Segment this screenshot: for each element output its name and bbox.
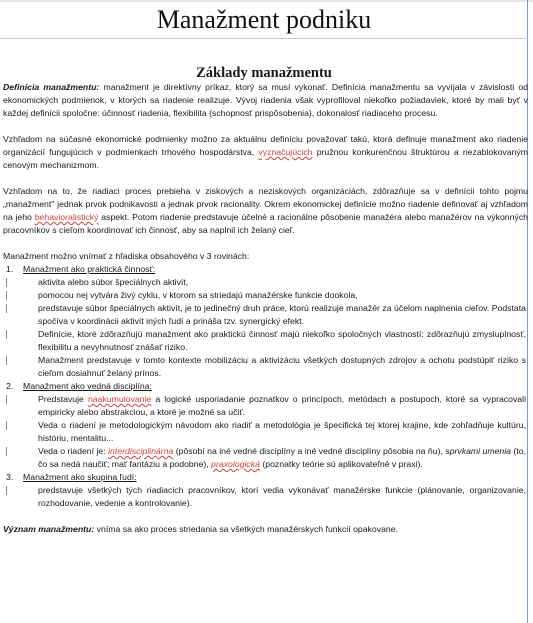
list-item: predstavuje súbor špeciálnych aktivít, je to jedinečný druh práce, ktorú realizuje manažér za účelom naplnenia cieľov. Podstata spočíva v koordinácii aktivít iných ľudí a prináša tzv. synergický efekt. [3,302,528,328]
spellcheck-word[interactable]: behavioralistický [34,212,99,222]
list-item: predstavuje všetkých tých riadiacich pracovníkov, ktorí vedia vykonávať manažérske funkcie (plánovanie, organizovanie, rozhodovanie, vedenie a kontrolovanie). [3,484,528,510]
definition-label: Definícia manažmentu: [3,82,100,92]
bullet-marker [3,484,38,510]
numbered-item-2 [3,380,528,393]
numbered-item-3 [3,471,528,484]
list-intro: Manažment možno vnímať z hľadiska obsahového v 3 rovinách: [3,251,250,261]
list-number: 2. [6,381,14,391]
definition-paragraph [3,81,528,120]
spellcheck-word[interactable]: praxologická [211,459,260,469]
significance-paragraph [3,523,528,536]
paragraph-3 [3,185,528,237]
paragraph-2-text-a: Vzhľadom na súčasné ekonomické podmienky možno za aktuálnu definíciu považovať takú, ktorá definuje manažment ako riadenie organizácií fungujúcich v podmienkach trhového hospodárstva, [3,134,528,157]
paragraph-2 [3,133,528,172]
list-item: Definície, ktoré zdôrazňujú manažment ako praktickú činnosť majú niekoľko spoločných vlastností: zdôrazňujú zmysluplnosť, flexibilitu a nevyhnutnosť znášať riziko. [3,328,528,354]
bullet-marker [3,289,38,302]
list-item: Predstavuje naakumulovanie a logické usporiadanie poznatkov o princípoch, metódach a postupoch, ktoré sa vypracovali empiricky alebo abstrakciou, a ktoré je možné sa učiť. [3,393,528,419]
spellcheck-word[interactable]: vyznačujúcich [258,147,313,157]
paragraph-3-text-b: aspekt. Potom riadenie predstavuje účelné a racionálne pôsobenie manažéra alebo manažérov na výkonných pracovníkov s cieľom koordinovať ich činnosť, aby sa naplnil ich želaný cieľ. [3,212,528,235]
page-title: Manažment podniku [156,5,372,34]
bullet-marker [3,393,38,419]
bullet-marker [3,276,38,289]
bullet-marker [3,419,38,445]
list-item: pomocou nej vytvára živý cyklu, v ktorom sa striedajú manažérske funkcie dookola, [3,289,528,302]
bullet-marker [3,445,38,471]
paragraph-2-text-b: pružnou konkurenčnou štruktúrou a nezablokovaným cenovým mechanizmom. [3,147,529,170]
section-heading: Základy manažmentu [196,65,332,81]
spellcheck-word[interactable]: naakumulovanie [87,394,152,404]
list-item: aktivita alebo súbor špeciálnych aktivít, [3,276,528,289]
list-heading: Manažment ako vedná disciplína: [23,381,152,391]
list-item: Veda o riadení je metodologickým návodom ako riadiť a metodológia je špecifická tej ktorej krajine, kde zohľadňuje kultúru, históriu, mentalitu... [3,419,528,445]
paragraph-3-text-a: Vzhľadom na to, že riadiaci proces prebieha v ziskových a neziskových organizáciách, zdôrazňuje sa v definícii tohto pojmu „manažment" jednak prvok podnikavosti a jednak prvok racionality. Okrem ekonomickej definície možno riadenie definovať aj vzhľadom na jeho [3,186,528,222]
list-item: Manažment predstavuje v tomto kontexte mobilizáciu a aktivizáciu všetkých dostupných zdrojov a ochotu podstúpiť riziko s cieľom dosiahnuť želaný prínos. [3,354,528,380]
bullet-marker [3,302,38,328]
list-number: 1. [6,264,14,274]
bullet-marker [3,354,38,380]
list-item: Veda o riadení je: interdisciplinárna (pôsobí na iné vedné disciplíny a iné vedné disciplíny pôsobia na ňu), sprvkami umenia (to, čo sa nedá naučiť; mať fantáziu a podobne), praxologická (poznatky teórie sú aplikovateľné v praxi). [3,445,528,471]
list-heading: Manažment ako praktická činnosť: [23,264,156,274]
numbered-item-1 [3,263,528,276]
title-divider [0,38,528,39]
document-body [3,81,528,536]
significance-text: vníma sa ako proces striedania sa všetkých manažérskych funkcií opakovane. [96,524,398,534]
significance-label: Význam manažmentu: [3,524,95,534]
list-number: 3. [6,472,14,482]
definition-text: manažment je direktívny príkaz, ktorý sa musí vykonať. Definícia manažmentu sa vyvíjala v závislosti od ekonomických podmienok, v ktorých sa riadenie realizuje. Vývoj riadenia však vyprofiloval niekoľko požiadaviek, ktoré by mali byť v každej definícii spoločne: účinnosť riadenia, flexibilita (schopnosť prispôsobenia), dokonalosť riadiaceho procesu. [3,82,528,118]
list-heading: Manažment ako skupina ľudí: [23,472,137,482]
bullet-marker [3,328,38,354]
page-top-edge [0,0,533,2]
spellcheck-word[interactable]: interdisciplinárna [108,446,174,456]
